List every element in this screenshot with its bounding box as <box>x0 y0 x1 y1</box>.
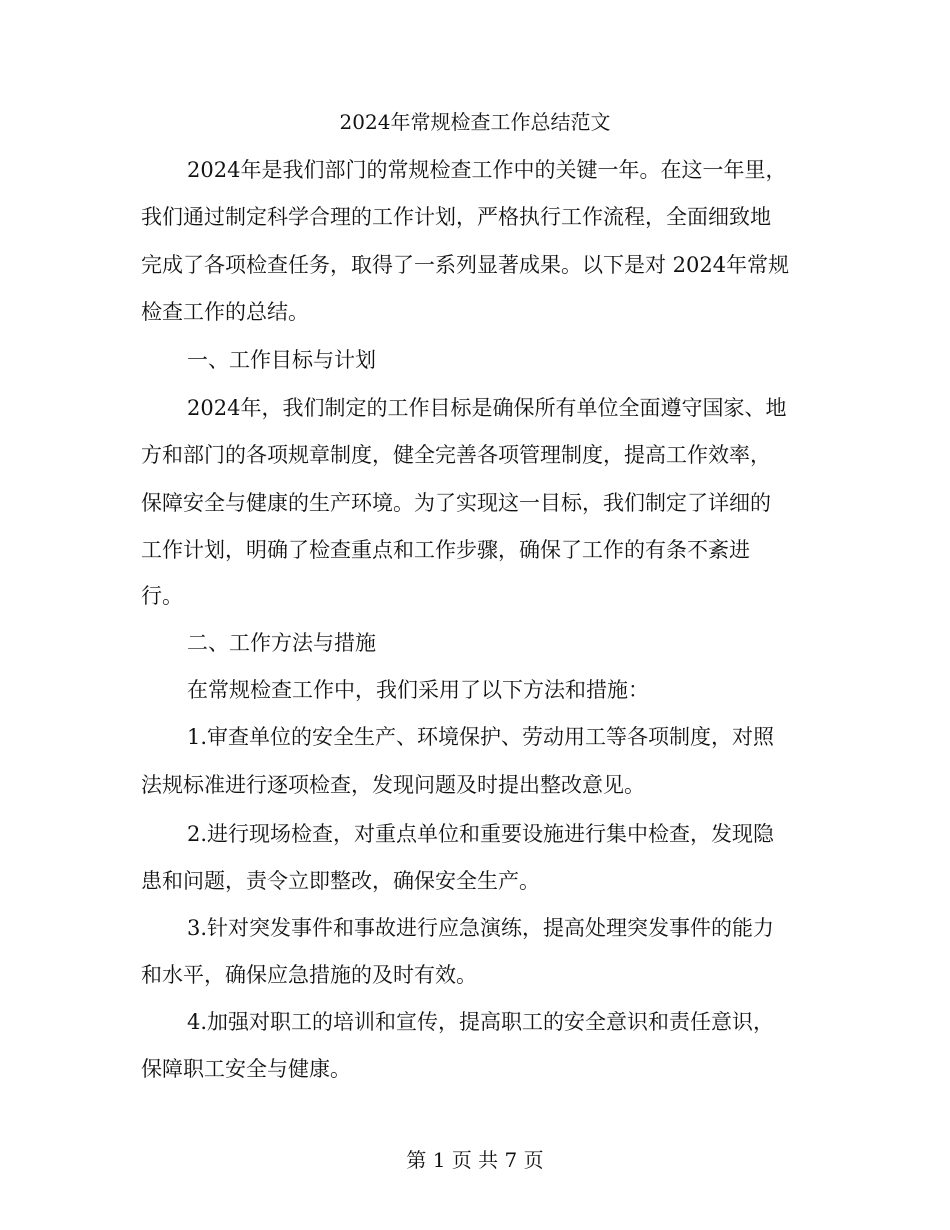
paragraph-line: 2024年，我们制定的工作目标是确保所有单位全面遵守国家、地 <box>187 396 787 420</box>
paragraph-line: 行。 <box>141 584 183 608</box>
section-heading: 二、工作方法与措施 <box>187 631 376 655</box>
list-item-line: 法规标准进行逐项检查，发现问题及时提出整改意见。 <box>141 773 645 797</box>
list-item-line: 4.加强对职工的培训和宣传，提高职工的安全意识和责任意识， <box>187 1010 775 1034</box>
list-item-line: 和水平，确保应急措施的及时有效。 <box>141 963 477 987</box>
list-item-line: 患和问题，责令立即整改，确保安全生产。 <box>141 869 540 893</box>
paragraph-line: 工作计划，明确了检查重点和工作步骤，确保了工作的有条不紊进 <box>141 538 750 562</box>
paragraph-line: 保障安全与健康的生产环境。为了实现这一目标，我们制定了详细的 <box>141 491 771 515</box>
paragraph-line: 检查工作的总结。 <box>141 300 309 324</box>
document-title: 2024年常规检查工作总结范文 <box>339 110 611 134</box>
paragraph-line: 我们通过制定科学合理的工作计划，严格执行工作流程，全面细致地 <box>141 205 771 229</box>
page-footer: 第 1 页 共 7 页 <box>406 1148 544 1172</box>
paragraph-line: 完成了各项检查任务，取得了一系列显著成果。以下是对 2024年常规 <box>141 253 790 277</box>
paragraph-line: 在常规检查工作中，我们采用了以下方法和措施： <box>187 678 649 702</box>
paragraph-line: 2024年是我们部门的常规检查工作中的关键一年。在这一年里， <box>187 158 787 182</box>
list-item-line: 3.针对突发事件和事故进行应急演练，提高处理突发事件的能力 <box>187 916 775 940</box>
paragraph-line: 方和部门的各项规章制度，健全完善各项管理制度，提高工作效率， <box>141 443 771 467</box>
section-heading: 一、工作目标与计划 <box>187 348 376 372</box>
list-item-line: 保障职工安全与健康。 <box>141 1057 351 1081</box>
list-item-line: 1.审查单位的安全生产、环境保护、劳动用工等各项制度，对照 <box>187 725 775 749</box>
list-item-line: 2.进行现场检查，对重点单位和重要设施进行集中检查，发现隐 <box>187 822 775 846</box>
